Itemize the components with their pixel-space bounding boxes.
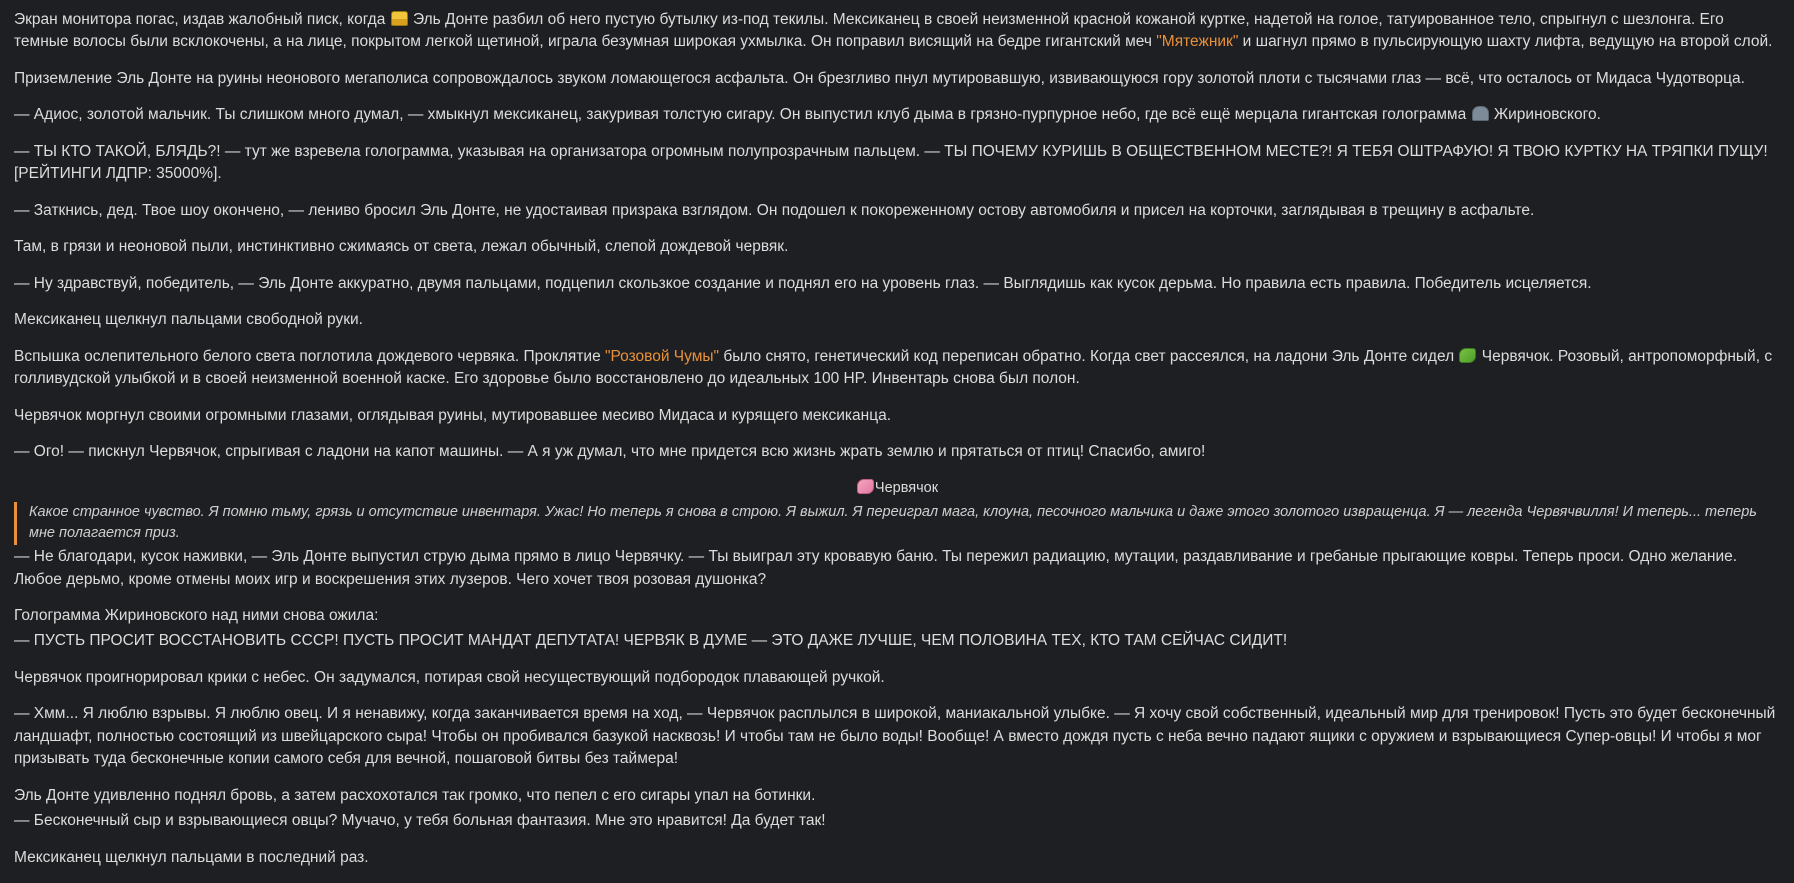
story-paragraph: Вспышка ослепительного белого света поглотила дождевого червяка. Проклятие "Розовой Чумы" было снято, генетический код переписан обратно. Когда свет рассеялся, на ладони Эль Донте сидел Червячок. Розовый, антропоморфный, с голливудской улыбкой и в своей неизменной военной каске. Его здоровье было восстановлено до идеальных 100 HP. Инвентарь снова был полон.	[14, 347, 1773, 388]
story-paragraph: — ПУСТЬ ПРОСИТ ВОССТАНОВИТЬ СССР! ПУСТЬ ПРОСИТ МАНДАТ ДЕПУТАТА! ЧЕРВЯК В ДУМЕ — ЭТО ДАЖЕ ЛУЧШЕ, ЧЕМ ПОЛОВИНА ТЕХ, КТО ТАМ СЕЙЧАС СИДИТ!	[14, 632, 1288, 650]
worm-quote	[14, 502, 1780, 546]
story-paragraph: — Заткнись, дед. Твое шоу окончено, — лениво бросил Эль Донте, не удостаивая призрака взглядом. Он подошел к покореженному остову автомобиля и присел на корточки, заглядывая в трещину в асфальте.	[14, 201, 1535, 219]
story-paragraph: Эль Донте удивленно поднял бровь, а затем расхохотался так громко, что пепел с его сигары упал на ботинки.	[14, 786, 816, 804]
story-paragraph: — Хмм... Я люблю взрывы. Я люблю овец. И я ненавижу, когда заканчивается время на ход, — Червячок расплылся в широкой, маниакальной улыбке. — Я хочу свой собственный, идеальный мир для тренировок! Пусть это будет бесконечный ландшафт, полностью состоящий из швейцарского сыра! Чтобы он пробивался базукой насквозь! И чтобы там не было воды! Вообще! А вместо дождя пусть с неба вечно падают ящики с оружием и взрывающиеся Супер-овцы! И чтобы я мог призывать туда бесконечные копии самого себя для вечной, пошаговой битвы без таймера!	[14, 705, 1776, 768]
quote-speaker-name: Червячок	[874, 479, 939, 496]
story-paragraph: — Ого! — пискнул Червячок, спрыгивая с ладони на капот машины. — А я уж думал, что мне придется всю жизнь жрать землю и прятаться от птиц! Спасибо, амиго!	[14, 443, 1206, 461]
story-paragraph: — Адиос, золотой мальчик. Ты слишком много думал, — хмыкнул мексиканец, закуривая толстую сигару. Он выпустил клуб дыма в грязно-пурпурное небо, где всё ещё мерцала гигантская голограмма Жириновского.	[14, 106, 1601, 124]
paragraph-block-after-quote	[14, 546, 1780, 869]
story-paragraph: Экран монитора погас, издав жалобный писк, когда Эль Донте разбил об него пустую бутылку из-под текилы. Мексиканец в своей неизменной красной кожаной куртке, надетой на голое, татуированное тело, спрыгнул с шезлонга. Его темные волосы были всклокочены, а на лице, покрытом легкой щетиной, играла безумная широкая ухмылка. Он поправил висящий на бедре гигантский меч "Мятежник" и шагнул прямо в пульсирующую шахту лифта, ведущую на второй слой.	[14, 11, 1773, 51]
paragraph-block-before-quote	[14, 9, 1780, 464]
story-paragraph: Там, в грязи и неоновой пыли, инстинктивно сжимаясь от света, лежал обычный, слепой дождевой червяк.	[14, 238, 789, 256]
story-paragraph: Мексиканец щелкнул пальцами в последний раз.	[14, 848, 369, 866]
worm-quote-text: Какое странное чувство. Я помню тьму, грязь и отсутствие инвентаря. Ужас! Но теперь я снова в строю. Я выжил. Я переиграл мага, клоуна, песочного мальчика и даже этого золотого извращенца. Я — легенда Червячвилля! И теперь... теперь мне полагается приз.	[29, 503, 1757, 542]
worm-icon	[1459, 348, 1476, 363]
worm-pink-icon	[857, 479, 874, 494]
story-paragraph: — ТЫ КТО ТАКОЙ, БЛЯДЬ?! — тут же взревела голограмма, указывая на организатора огромным полупрозрачным пальцем. — ТЫ ПОЧЕМУ КУРИШЬ В ОБЩЕСТВЕННОМ МЕСТЕ?! Я ТЕБЯ ОШТРАФУЮ! Я ТВОЮ КУРТКУ НА ТРЯПКИ ПУЩУ! [РЕЙТИНГИ ЛДПР: 35000%].	[14, 142, 1768, 183]
person-icon	[1472, 106, 1489, 121]
story-paragraph: — Не благодари, кусок наживки, — Эль Донте выпустил струю дыма прямо в лицо Червячку. — Ты выиграл эту кровавую баню. Ты пережил радиацию, мутации, раздавливание и гребаные прыгающие ковры. Теперь проси. Одно желание. Любое дерьмо, кроме отмены моих игр и воскрешения этих лузеров. Чего хочет твоя розовая душонка?	[14, 548, 1738, 588]
story-paragraph: — Ну здравствуй, победитель, — Эль Донте аккуратно, двумя пальцами, подцепил скользкое создание и поднял его на уровень глаз. — Выглядишь как кусок дерьма. Но правила есть правила. Победитель исцеляется.	[14, 274, 1592, 292]
quote-speaker-line	[14, 478, 1780, 499]
story-paragraph: Голограмма Жириновского над ними снова ожила:	[14, 607, 379, 625]
car-icon	[391, 11, 408, 26]
story-paragraph: Червячок проигнорировал крики с небес. Он задумался, потирая свой несуществующий подбородок плавающей ручкой.	[14, 668, 885, 686]
accent-phrase: "Мятежник"	[1156, 33, 1239, 51]
story-paragraph: Червячок моргнул своими огромными глазами, оглядывая руины, мутировавшее месиво Мидаса и курящего мексиканца.	[14, 406, 892, 424]
accent-phrase: "Розовой Чумы"	[605, 347, 720, 365]
story-paragraph: Приземление Эль Донте на руины неонового мегаполиса сопровождалось звуком ломающегося асфальта. Он брезгливо пнул мутировавшую, извивающуюся гору золотой плоти с тысячами глаз — всё, что осталось от Мидаса Чудотворца.	[14, 69, 1745, 87]
story-paragraph: — Бесконечный сыр и взрывающиеся овцы? Мучачо, у тебя больная фантазия. Мне это нравится! Да будет так!	[14, 812, 826, 830]
story-paragraph: Мексиканец щелкнул пальцами свободной руки.	[14, 311, 363, 329]
